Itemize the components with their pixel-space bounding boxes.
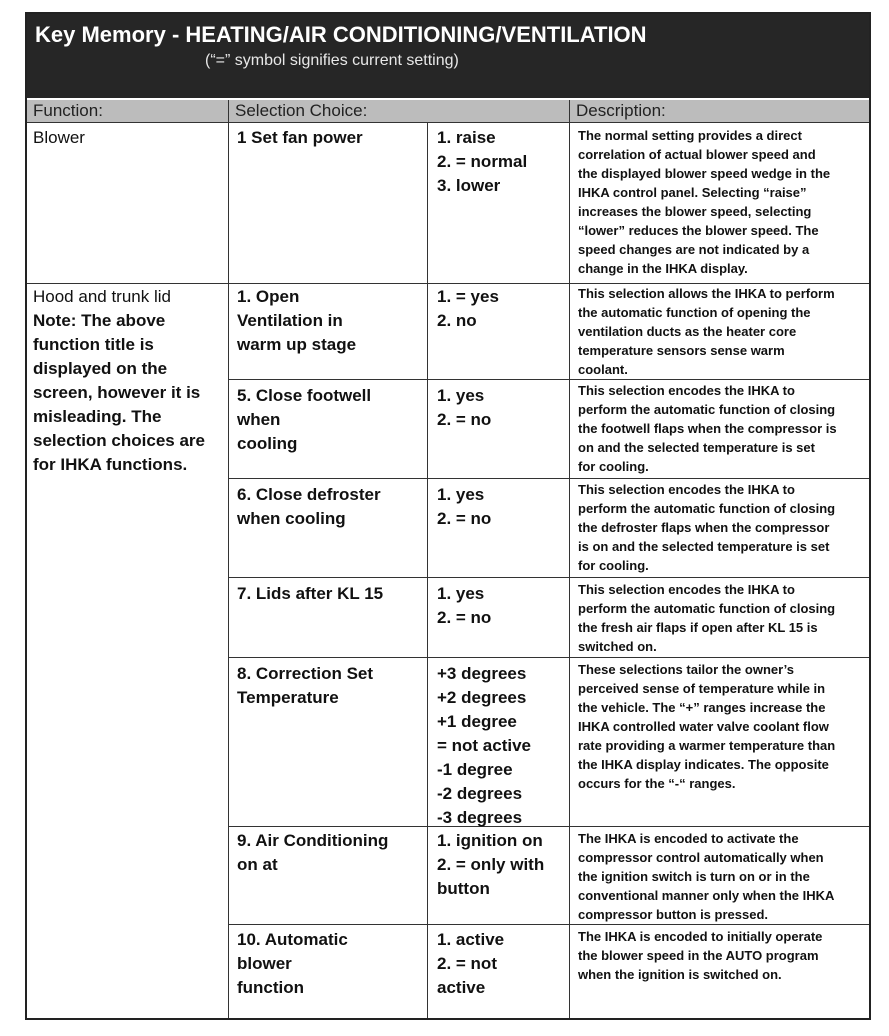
option-item: -3 degrees xyxy=(437,808,523,827)
description-line: change in the IHKA display. xyxy=(578,261,748,276)
function-note-line: function title is xyxy=(33,335,154,354)
description-line: compressor control automatically when xyxy=(578,850,824,865)
selection-correction-set-temperature xyxy=(237,662,373,710)
selection-automatic-blower xyxy=(237,928,348,1000)
divider xyxy=(228,100,229,1018)
selection-close-footwell xyxy=(237,384,371,456)
option-item: 1. yes xyxy=(437,485,485,504)
options-close-footwell xyxy=(437,384,491,432)
selection-close-defroster xyxy=(237,483,381,531)
description-line: correlation of actual blower speed and xyxy=(578,147,816,162)
description-line: perform the automatic function of closing xyxy=(578,501,836,516)
description-line: perform the automatic function of closing xyxy=(578,402,836,417)
option-item: -2 degrees xyxy=(437,784,523,803)
options-automatic-blower xyxy=(437,928,504,1000)
function-blower: Blower xyxy=(33,128,85,147)
selection-set-fan-power: 1 Set fan power xyxy=(237,128,363,147)
description-line: the displayed blower speed wedge in the xyxy=(578,166,831,181)
description-automatic-blower xyxy=(578,927,822,984)
option-item: 2. = no xyxy=(437,608,492,627)
divider xyxy=(229,924,869,925)
options-close-defroster xyxy=(437,483,491,531)
description-line: is on and the selected temperature is set xyxy=(578,539,830,554)
description-line: coolant. xyxy=(578,362,628,377)
option-item: 1. active xyxy=(437,930,505,949)
description-correction-set-temperature xyxy=(578,660,835,793)
option-item: button xyxy=(437,879,490,898)
description-line: the fresh air flaps if open after KL 15 is xyxy=(578,620,818,635)
selection-line: 1. Open xyxy=(237,287,300,306)
description-line: The IHKA is encoded to activate the xyxy=(578,831,799,846)
option-item: -1 degree xyxy=(437,760,513,779)
description-line: for cooling. xyxy=(578,558,649,573)
selection-line: when cooling xyxy=(237,509,346,528)
description-line: speed changes are not indicated by a xyxy=(578,242,810,257)
option-item: 3. lower xyxy=(437,176,501,195)
option-item: +1 degree xyxy=(437,712,517,731)
description-air-conditioning xyxy=(578,829,834,924)
selection-line: 10. Automatic xyxy=(237,930,348,949)
description-line: when the ignition is switched on. xyxy=(578,967,782,982)
description-close-footwell xyxy=(578,381,837,476)
selection-line: Ventilation in xyxy=(237,311,343,330)
function-note-line: for IHKA functions. xyxy=(33,455,188,474)
function-note-line: selection choices are xyxy=(33,431,205,450)
page-subtitle: (“=” symbol signifies current setting) xyxy=(205,52,459,69)
selection-lids-after-kl15 xyxy=(237,582,383,606)
selection-line: Temperature xyxy=(237,688,339,707)
function-note-line: misleading. The xyxy=(33,407,162,426)
function-title: Hood and trunk lid xyxy=(33,287,171,306)
description-line: This selection encodes the IHKA to xyxy=(578,482,795,497)
divider xyxy=(229,657,869,658)
description-line: for cooling. xyxy=(578,459,649,474)
description-line: the blower speed in the AUTO program xyxy=(578,948,819,963)
description-line: perform the automatic function of closing xyxy=(578,601,836,616)
options-lids-after-kl15 xyxy=(437,582,491,630)
description-line: temperature sensors sense warm xyxy=(578,343,785,358)
description-line: “lower” reduces the blower speed. The xyxy=(578,223,819,238)
option-item: 1. yes xyxy=(437,386,485,405)
description-line: IHKA controlled water valve coolant flow xyxy=(578,719,829,734)
title-bar xyxy=(27,14,869,98)
description-line: the defroster flaps when the compressor xyxy=(578,520,830,535)
description-line: the vehicle. The “+” ranges increase the xyxy=(578,700,826,715)
divider xyxy=(427,122,428,1018)
function-note-line: displayed on the xyxy=(33,359,168,378)
description-line: increases the blower speed, selecting xyxy=(578,204,812,219)
options-correction-set-temperature xyxy=(437,662,531,830)
option-item: 2. no xyxy=(437,311,477,330)
divider xyxy=(27,122,869,123)
key-memory-table xyxy=(25,12,871,1020)
option-item: 1. ignition on xyxy=(437,831,543,850)
description-lids-after-kl15 xyxy=(578,580,835,656)
selection-line: blower xyxy=(237,954,292,973)
description-line: the footwell flaps when the compressor is xyxy=(578,421,837,436)
divider xyxy=(569,100,570,1018)
selection-line: function xyxy=(237,978,305,997)
page-title: Key Memory - HEATING/AIR CONDITIONING/VENTILATION xyxy=(35,22,647,47)
function-note-line: Note: The above xyxy=(33,311,166,330)
description-line: These selections tailor the owner’s xyxy=(578,662,795,677)
description-line: The IHKA is encoded to initially operate xyxy=(578,929,823,944)
option-item: 1. yes xyxy=(437,584,485,603)
description-line: The normal setting provides a direct xyxy=(578,128,802,143)
header-selection: Selection Choice: xyxy=(229,100,569,122)
description-line: This selection encodes the IHKA to xyxy=(578,383,795,398)
description-close-defroster xyxy=(578,480,835,575)
option-item: +2 degrees xyxy=(437,688,527,707)
blower-options xyxy=(437,126,527,198)
description-line: conventional manner only when the IHKA xyxy=(578,888,835,903)
selection-line: 5. Close footwell xyxy=(237,386,372,405)
option-item: 2. = no xyxy=(437,509,492,528)
divider xyxy=(229,826,869,827)
selection-line: warm up stage xyxy=(237,335,357,354)
description-line: switched on. xyxy=(578,639,657,654)
selection-line: 8. Correction Set xyxy=(237,664,374,683)
selection-open-ventilation xyxy=(237,285,356,357)
divider xyxy=(229,478,869,479)
description-line: This selection encodes the IHKA to xyxy=(578,582,795,597)
option-item: 2. = no xyxy=(437,410,492,429)
selection-line: cooling xyxy=(237,434,298,453)
option-item: 1. = yes xyxy=(437,287,499,306)
options-open-ventilation xyxy=(437,285,499,333)
selection-air-conditioning xyxy=(237,829,388,877)
blower-description xyxy=(578,126,830,278)
description-line: ventilation ducts as the heater core xyxy=(578,324,797,339)
divider xyxy=(229,379,869,380)
options-air-conditioning xyxy=(437,829,544,901)
description-line: perceived sense of temperature while in xyxy=(578,681,826,696)
selection-line: when xyxy=(237,410,281,429)
header-description: Description: xyxy=(570,100,869,122)
description-line: the IHKA display indicates. The opposite xyxy=(578,757,829,772)
description-open-ventilation xyxy=(578,284,835,379)
option-item: 2. = normal xyxy=(437,152,528,171)
function-note-line: screen, however it is xyxy=(33,383,201,402)
option-item: = not active xyxy=(437,736,532,755)
description-line: on and the selected temperature is set xyxy=(578,440,815,455)
option-item: 1. raise xyxy=(437,128,496,147)
option-item: 2. = not xyxy=(437,954,497,973)
description-line: the automatic function of opening the xyxy=(578,305,811,320)
description-line: occurs for the “-“ ranges. xyxy=(578,776,736,791)
description-line: compressor button is pressed. xyxy=(578,907,768,922)
selection-line: 6. Close defroster xyxy=(237,485,381,504)
divider xyxy=(229,577,869,578)
selection-line: on at xyxy=(237,855,278,874)
selection-line: 7. Lids after KL 15 xyxy=(237,584,384,603)
selection-line: 9. Air Conditioning xyxy=(237,831,389,850)
option-item: active xyxy=(437,978,486,997)
function-hood-trunk-lid xyxy=(33,285,205,477)
description-line: rate providing a warmer temperature than xyxy=(578,738,836,753)
description-line: IHKA control panel. Selecting “raise” xyxy=(578,185,807,200)
description-line: the ignition switch is turn on or in the xyxy=(578,869,810,884)
description-line: This selection allows the IHKA to perform xyxy=(578,286,835,301)
header-function: Function: xyxy=(27,100,228,122)
option-item: 2. = only with xyxy=(437,855,545,874)
option-item: +3 degrees xyxy=(437,664,527,683)
